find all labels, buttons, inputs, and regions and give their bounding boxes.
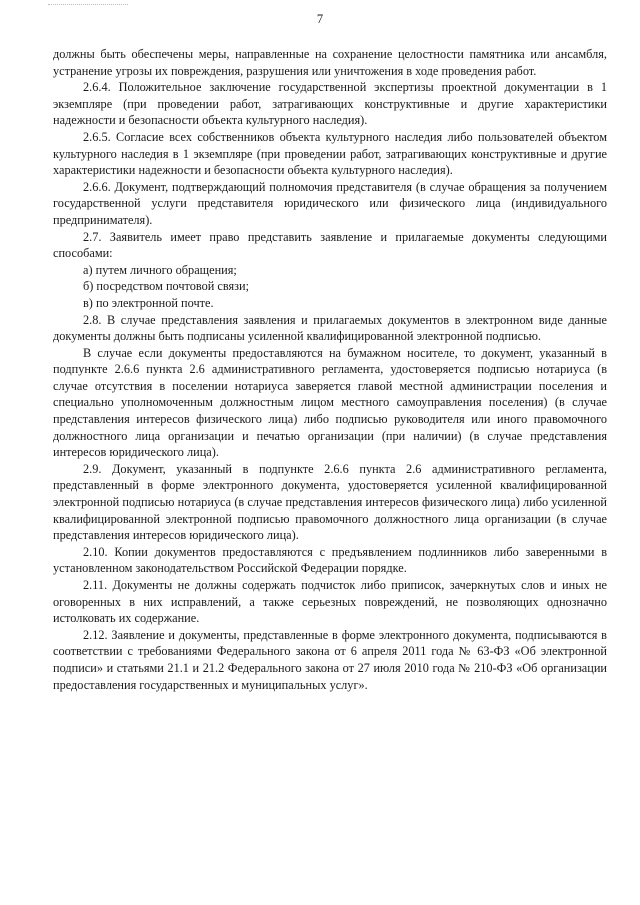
list-item-c: в) по электронной почте. <box>83 295 214 310</box>
paragraph-2-12: 2.12. Заявление и документы, представленные в форме электронного документа, подписываются в соответствии с требованиями Федерального закона от 6 апреля 2011 года № 63-ФЗ «Об электронной подписи» и статьями 21.1 и 21.2 Федерального закона от 27 июля 2010 года № 210-ФЗ «Об организации предоставления государственных и муниципальных услуг». <box>53 627 607 692</box>
scan-artifact-line <box>48 4 128 5</box>
list-item-b: б) посредством почтовой связи; <box>83 279 250 294</box>
paragraph-2-11: 2.11. Документы не должны содержать подчисток либо приписок, зачеркнутых слов и иных не оговоренных в них исправлений, а также серьезных повреждений, не позволяющих однозначно истолковать их содержание. <box>53 578 607 626</box>
paragraph-2-6-6: 2.6.6. Документ, подтверждающий полномочия представителя (в случае обращения за получением государственной услуги представителя юридического или физического лица (индивидуального предпринимателя). <box>53 179 607 227</box>
page-number: 7 <box>316 12 324 26</box>
paragraph-continuation: должны быть обеспечены меры, направленные на сохранение целостности памятника или ансамбля, устранение угрозы их повреждения, разрушения или уничтожения в ходе проведения работ. <box>53 47 607 78</box>
paragraph-2-10: 2.10. Копии документов предоставляются с предъявлением подлинников либо заверенными в установленном законодательством Российской Федерации порядке. <box>53 544 607 576</box>
paragraph-2-9: 2.9. Документ, указанный в подпункте 2.6.6 пункта 2.6 административного регламента, представленный в форме электронного документа, удостоверяется усиленной квалифицированной электронной подписью нотариуса (в случае представления интересов физического лица) либо усиленной квалифицированной электронной подписью правомочного должностного лица организации (в случае представления интересов юридического лица). <box>53 461 607 543</box>
paragraph-2-7: 2.7. Заявитель имеет право представить заявление и прилагаемые документы следующими способами: <box>53 229 607 261</box>
paragraph-2-8: 2.8. В случае представления заявления и прилагаемых документов в электронном виде данные документы должны быть подписаны усиленной квалифицированной электронной подписью. <box>53 312 607 344</box>
paragraph-2-6-4: 2.6.4. Положительное заключение государственной экспертизы проектной документации в 1 экземпляре (при проведении работ, затрагивающих конструктивные и другие характеристики надежности и безопасности объекта культурного наследия). <box>53 80 607 128</box>
document-body <box>53 46 607 693</box>
paragraph-paper-documents: В случае если документы предоставляются на бумажном носителе, то документ, указанный в подпункте 2.6.6 пункта 2.6 административного регламента, удостоверяется подписью нотариуса (в случае отсутствия в поселении нотариуса заверяется главой местной администрации поселения и специально уполномоченным должностным лицом местного самоуправления поселения) (в случае представления интересов физического лица) либо подписью руководителя или иного правомочного должностного лица организации и печатью организации (при наличии) (в случае представления интересов юридического лица). <box>53 345 607 460</box>
list-item-a: а) путем личного обращения; <box>83 262 237 277</box>
paragraph-2-6-5: 2.6.5. Согласие всех собственников объекта культурного наследия либо пользователей объектом культурного наследия в 1 экземпляре (при проведении работ, затрагивающих конструктивные и другие характеристики надежности и безопасности объекта культурного наследия). <box>53 129 607 178</box>
